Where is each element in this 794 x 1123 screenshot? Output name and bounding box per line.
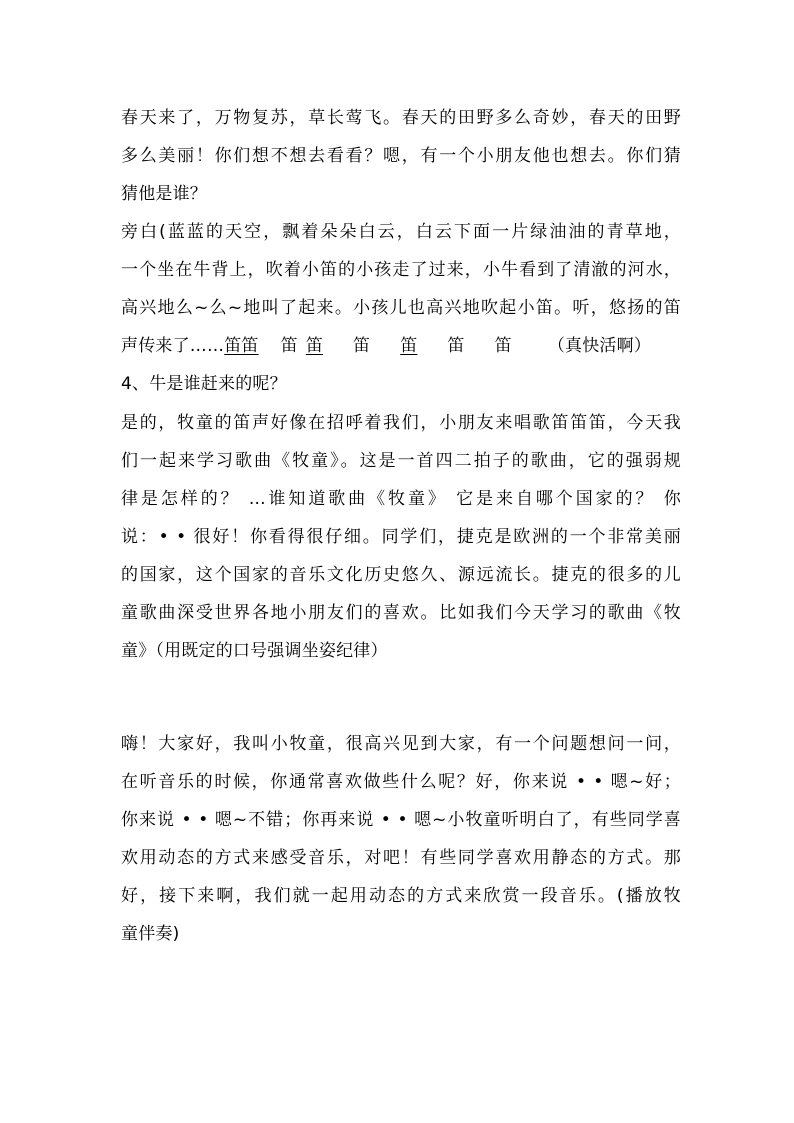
- flute-segment: 笛: [280, 336, 298, 356]
- paragraph-5-line-5: 好，接下来啊，我们就一起用动态的方式来欣赏一段音乐。(播放牧: [121, 886, 681, 906]
- paragraph-4-line-2: 们一起来学习歌曲《牧童》。这是一首四二拍子的歌曲，它的强弱规: [121, 451, 681, 471]
- flute-segment: 笛笛: [224, 336, 259, 356]
- paragraph-4-line-3: 律是怎样的？ ...谁知道歌曲《牧童》 它是来自哪个国家的？ 你: [121, 489, 681, 509]
- paragraph-1-line-2: 多么美丽！你们想不想去看看？嗯，有一个小朋友他也想去。你们猜: [121, 146, 681, 166]
- flute-segment: 笛: [353, 336, 371, 356]
- paragraph-4-line-6: 童歌曲深受世界各地小朋友们的喜欢。比如我们今天学习的歌曲《牧: [121, 603, 681, 623]
- flute-segment: 笛: [494, 336, 512, 356]
- paragraph-1-line-3: 猜他是谁？: [121, 184, 207, 204]
- flute-segment: 笛: [447, 336, 465, 356]
- paragraph-3-line-1: 4、牛是谁赶来的呢？: [121, 374, 287, 394]
- paragraph-5-line-2: 在听音乐的时候，你通常喜欢做些什么呢？好，你来说 • • 嗯~好；: [121, 772, 681, 792]
- paragraph-4-line-7: 童》（用既定的口号强调坐姿纪律）: [121, 641, 388, 661]
- paragraph-1-line-1: 春天来了，万物复苏，草长莺飞。春天的田野多么奇妙，春天的田野: [121, 108, 681, 128]
- paragraph-5-line-1: 嗨！大家好，我叫小牧童，很高兴见到大家，有一个问题想问一问，: [121, 734, 681, 754]
- paragraph-5-line-6: 童伴奏): [121, 924, 180, 944]
- flute-prefix-text: 声传来了……: [121, 336, 225, 356]
- paragraph-2-line-4: [121, 336, 681, 356]
- flute-segment: 笛: [305, 336, 324, 356]
- paragraph-4-line-4: 说：• • 很好！你看得很仔细。同学们，捷克是欧洲的一个非常美丽: [121, 527, 681, 547]
- paragraph-4-line-5: 的国家，这个国家的音乐文化历史悠久、源远流长。捷克的很多的儿: [121, 565, 681, 585]
- paragraph-2-line-2: 一个坐在牛背上，吹着小笛的小孩走了过来，小牛看到了清澈的河水，: [121, 260, 681, 280]
- paragraph-2-line-1: 旁白(蓝蓝的天空，飘着朵朵白云，白云下面一片绿油油的青草地，: [121, 222, 681, 242]
- paragraph-5-line-4: 欢用动态的方式来感受音乐，对吧！有些同学喜欢用静态的方式。那: [121, 848, 681, 868]
- flute-suffix-text: （真快活啊）: [547, 336, 652, 356]
- flute-segment: 笛: [400, 336, 418, 356]
- paragraph-5-line-3: 你来说 • • 嗯~不错；你再来说 • • 嗯~小牧童听明白了，有些同学喜: [121, 810, 681, 830]
- paragraph-4-line-1: 是的，牧童的笛声好像在招呼着我们，小朋友来唱歌笛笛笛，今天我: [121, 413, 681, 433]
- paragraph-2-line-3: 高兴地么~么~地叫了起来。小孩儿也高兴地吹起小笛。听，悠扬的笛: [121, 298, 681, 318]
